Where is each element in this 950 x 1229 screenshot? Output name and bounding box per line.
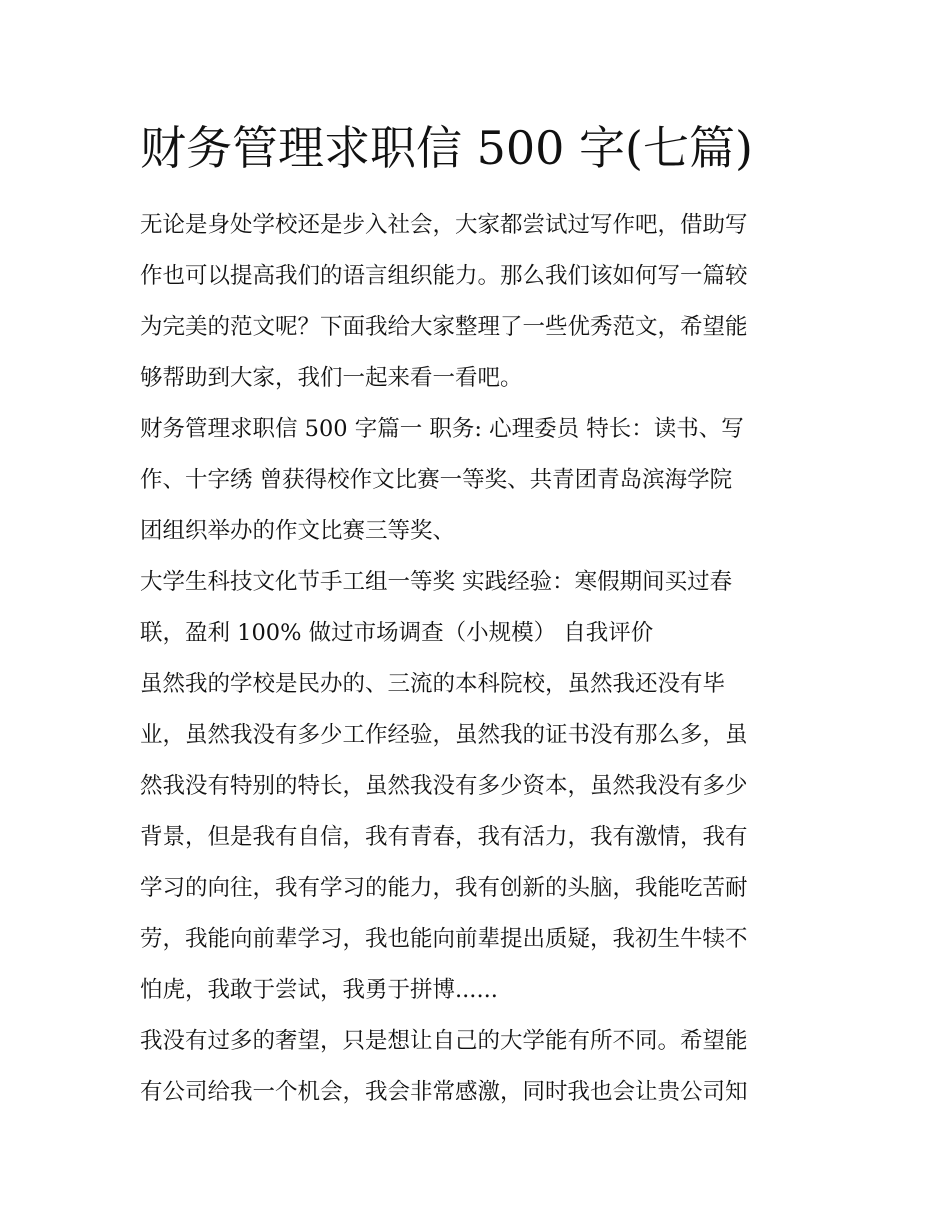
text-line: 劳，我能向前辈学习，我也能向前辈提出质疑，我初生牛犊不: [140, 926, 748, 952]
text-line: 为完美的范文呢？下面我给大家整理了一些优秀范文，希望能: [140, 314, 748, 340]
text-line: 虽然我的学校是民办的、三流的本科院校，虽然我还没有毕: [140, 671, 726, 697]
text-line: 业，虽然我没有多少工作经验，虽然我的证书没有那么多，虽: [140, 722, 748, 748]
document-title: 财务管理求职信 500 字(七篇): [140, 121, 753, 175]
text-line: 团组织举办的作文比赛三等奖、: [140, 518, 456, 544]
text-line: 学习的向往，我有学习的能力，我有创新的头脑，我能吃苦耐: [140, 875, 748, 901]
paragraph-experience: [140, 557, 812, 659]
paragraph-closing: [140, 1016, 812, 1118]
text-line: 怕虎，我敢于尝试，我勇于拼博......: [140, 977, 498, 1003]
text-line: 联，盈利 100% 做过市场调查（小规模） 自我评价: [140, 620, 654, 646]
paragraph-intro: [140, 200, 812, 404]
text-line: 够帮助到大家，我们一起来看一看吧。: [140, 365, 523, 391]
paragraph-self-evaluation: [140, 659, 812, 1016]
text-line: 我没有过多的奢望，只是想让自己的大学能有所不同。希望能: [140, 1028, 748, 1054]
text-line: 财务管理求职信 500 字篇一 职务: 心理委员 特长：读书、写: [140, 416, 744, 442]
document-body: [140, 200, 812, 1118]
text-line: 无论是身处学校还是步入社会，大家都尝试过写作吧，借助写: [140, 212, 748, 238]
text-line: 作、十字绣 曾获得校作文比赛一等奖、共青团青岛滨海学院: [140, 467, 733, 493]
text-line: 大学生科技文化节手工组一等奖 实践经验：寒假期间买过春: [140, 569, 733, 595]
text-line: 作也可以提高我们的语言组织能力。那么我们该如何写一篇较: [140, 263, 748, 289]
text-line: 有公司给我一个机会，我会非常感激，同时我也会让贵公司知: [140, 1079, 748, 1105]
paragraph-resume-header: [140, 404, 812, 557]
text-line: 背景，但是我有自信，我有青春，我有活力，我有激情，我有: [140, 824, 748, 850]
text-line: 然我没有特别的特长，虽然我没有多少资本，虽然我没有多少: [140, 773, 748, 799]
